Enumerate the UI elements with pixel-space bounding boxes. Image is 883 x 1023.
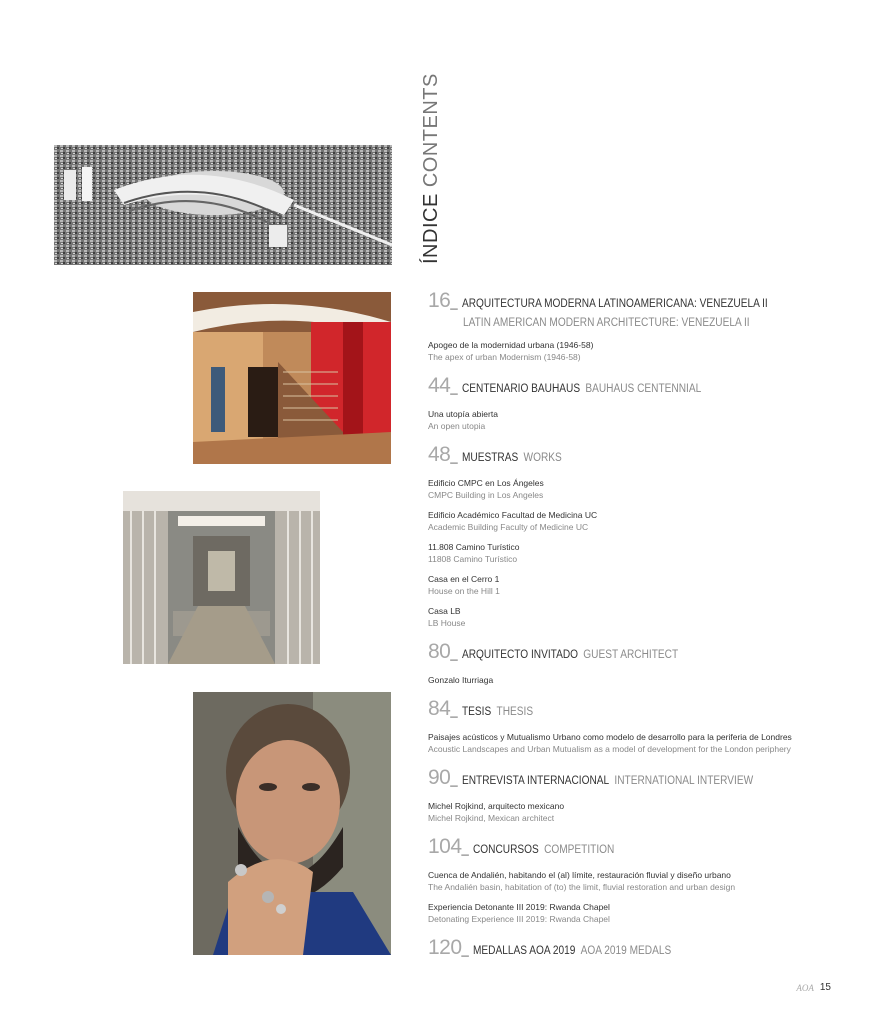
section-title: MEDALLAS AOA 2019 AOA 2019 MEDALS xyxy=(472,945,672,957)
section-number: 104 xyxy=(428,835,462,858)
toc-item[interactable]: 11.808 Camino Turístico 11808 Camino Turístico xyxy=(428,542,520,564)
toc-item[interactable]: Michel Rojkind, arquitecto mexicano Michel Rojkind, Mexican architect xyxy=(428,801,565,823)
heading-es: ÍNDICE xyxy=(420,193,442,264)
page-footer xyxy=(796,982,831,993)
page-number: 15 xyxy=(819,982,831,993)
section-number: 84 xyxy=(428,697,451,720)
aerial-city-photo xyxy=(54,145,392,265)
section-number: 44 xyxy=(428,374,451,397)
toc-section-120: 120 _ MEDALLAS AOA 2019 AOA 2019 MEDALS xyxy=(428,937,848,962)
section-number: 90 xyxy=(428,766,451,789)
section-title: ARQUITECTURA MODERNA LATINOAMERICANA: VENEZUELA II xyxy=(461,298,768,310)
toc-section-84: 84 _ TESIS THESIS Paisajes acústicos y Mutualismo Urbano como modelo de desarrollo para la periferia de Londres Acoustic Landscapes and Urban Mutualism as a model of development for the London periphery xyxy=(428,698,848,755)
section-number: 120 xyxy=(428,936,462,959)
aoa-logo: AOA xyxy=(796,982,814,993)
section-title: ENTREVISTA INTERNACIONAL INTERNATIONAL INTERVIEW xyxy=(461,775,753,787)
table-of-contents xyxy=(428,290,848,974)
toc-item[interactable]: Experiencia Detonante III 2019: Rwanda Chapel Detonating Experience III 2019: Rwanda Chapel xyxy=(428,902,610,924)
toc-section-90: 90 _ ENTREVISTA INTERNACIONAL INTERNATIONAL INTERVIEW Michel Rojkind, arquitecto mexicano Michel Rojkind, Mexican architect xyxy=(428,767,848,824)
toc-item[interactable]: Gonzalo Iturriaga xyxy=(428,675,494,685)
toc-section-104: 104 _ CONCURSOS COMPETITION Cuenca de Andalién, habitando el (al) límite, restauración fluvial y diseño urbano The Andalién basin, habitation of (to) the limit, fluvial restoration and urban design Experiencia Detonante III 2019: Rwanda Chapel Detonating Experience III 2019: Rwanda Chapel xyxy=(428,836,848,925)
heading-en: CONTENTS xyxy=(420,73,442,188)
corridor-photo xyxy=(123,491,320,664)
interior-staircase-photo xyxy=(193,292,391,464)
toc-item[interactable]: Casa LB LB House xyxy=(428,606,466,628)
toc-item[interactable]: Cuenca de Andalién, habitando el (al) límite, restauración fluvial y diseño urbano The Andalién basin, habitation of (to) the limit, fluvial restoration and urban design xyxy=(428,870,736,892)
toc-item[interactable]: Paisajes acústicos y Mutualismo Urbano como modelo de desarrollo para la periferia de Londres Acoustic Landscapes and Urban Mutualism as a model of development for the London periphery xyxy=(428,732,792,754)
section-number: 16 xyxy=(428,289,451,312)
toc-section-48: 48 _ MUESTRAS WORKS Edificio CMPC en Los Ángeles CMPC Building in Los Angeles Edificio Académico Facultad de Medicina UC Academic Building Faculty of Medicine UC 11.808 Camino Turístico 11808 Camino Turístico Casa en el Cerro 1 House on the Hill 1 Casa LB LB House xyxy=(428,444,848,629)
section-title-en: LATIN AMERICAN MODERN ARCHITECTURE: VENEZUELA II xyxy=(463,317,750,329)
section-title: MUESTRAS WORKS xyxy=(461,452,562,464)
section-title: ARQUITECTO INVITADO GUEST ARCHITECT xyxy=(461,649,678,661)
section-number: 48 xyxy=(428,443,451,466)
toc-item[interactable]: Apogeo de la modernidad urbana (1946-58) The apex of urban Modernism (1946-58) xyxy=(428,340,594,362)
section-title: CONCURSOS COMPETITION xyxy=(472,844,615,856)
toc-section-80: 80 _ ARQUITECTO INVITADO GUEST ARCHITECT Gonzalo Iturriaga xyxy=(428,641,848,686)
toc-item[interactable]: Edificio CMPC en Los Ángeles CMPC Building in Los Angeles xyxy=(428,478,544,500)
portrait-photo-michel-rojkind xyxy=(193,692,391,955)
section-title: CENTENARIO BAUHAUS BAUHAUS CENTENNIAL xyxy=(461,383,701,395)
toc-section-16: 16 _ ARQUITECTURA MODERNA LATINOAMERICANA: VENEZUELA II LATIN AMERICAN MODERN ARCHITECTURE: VENEZUELA II Apogeo de la modernidad urbana (1946-58) The apex of urban Modernism (1946-58) xyxy=(428,290,848,363)
toc-item[interactable]: Edificio Académico Facultad de Medicina UC Academic Building Faculty of Medicine UC xyxy=(428,510,598,532)
toc-section-44: 44 _ CENTENARIO BAUHAUS BAUHAUS CENTENNIAL Una utopía abierta An open utopia xyxy=(428,375,848,432)
toc-item[interactable]: Casa en el Cerro 1 House on the Hill 1 xyxy=(428,574,500,596)
contents-heading xyxy=(420,73,443,264)
section-title: TESIS THESIS xyxy=(461,706,533,718)
toc-item[interactable]: Una utopía abierta An open utopia xyxy=(428,409,498,431)
section-number: 80 xyxy=(428,640,451,663)
